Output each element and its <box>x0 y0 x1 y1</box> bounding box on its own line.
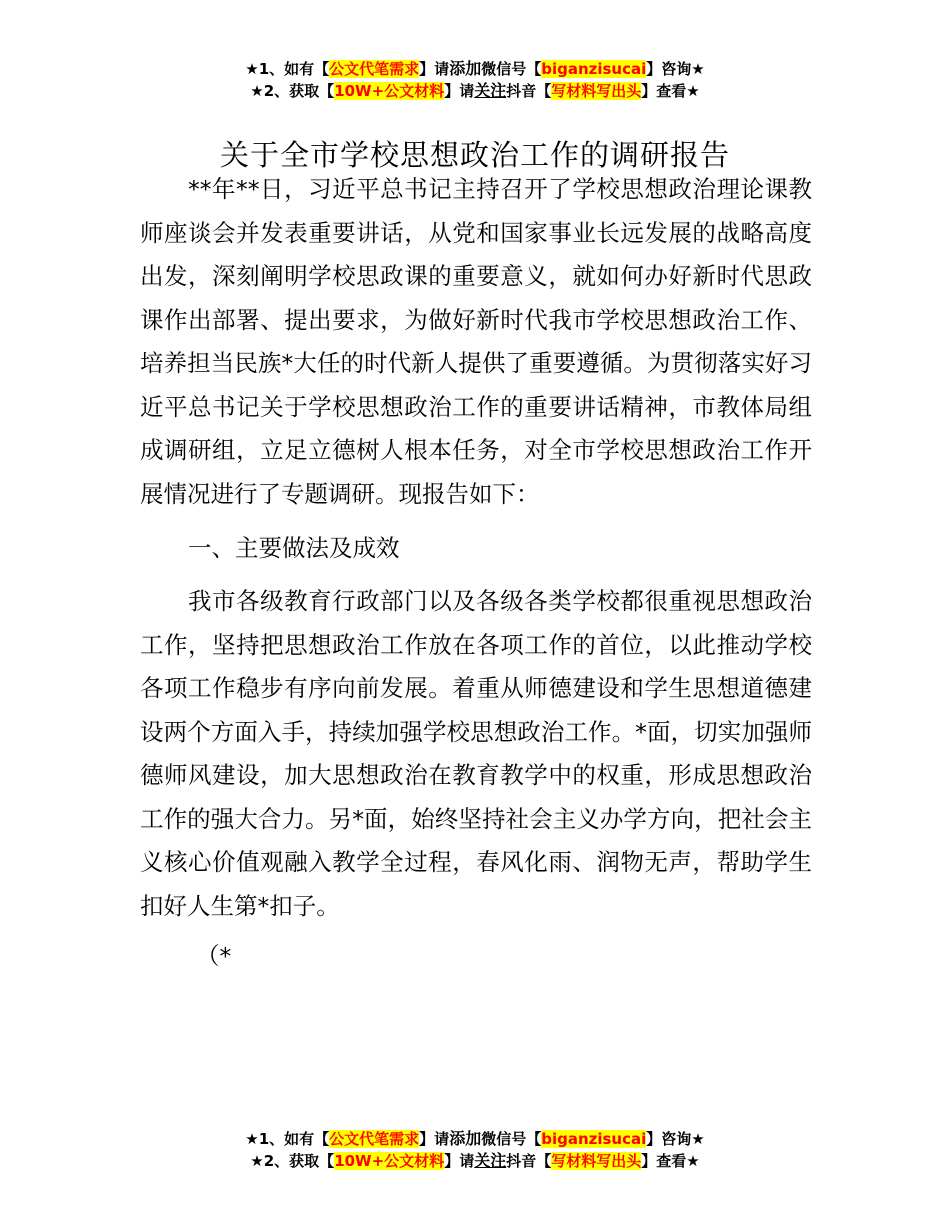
banner-line-1-mid-2: 微信号【 <box>481 1130 542 1148</box>
banner-line-1-highlight-2: biganzisucai <box>541 1130 647 1148</box>
banner-line-2-prefix: ★2、获取【 <box>250 1152 335 1170</box>
banner-line-2-suffix: 】查看★ <box>641 1152 700 1170</box>
banner-line-2-highlight-1: 10W+公文材料 <box>334 1152 445 1170</box>
banner-line-2-emphasis: 关注 <box>474 1151 507 1170</box>
banner-line-1-emphasis: 添加 <box>449 1129 482 1148</box>
banner-line-2-mid-2: 抖音【 <box>506 82 552 100</box>
banner-line-2-mid-1: 】请 <box>444 82 475 100</box>
banner-line-2-highlight-2: 写材料写出头 <box>551 82 642 100</box>
banner-line-2 <box>0 1150 950 1172</box>
bottom-banner <box>0 1128 950 1172</box>
paragraph-intro: **年**日，习近平总书记主持召开了学校思想政治理论课教师座谈会并发表重要讲话，从党和国家事业长远发展的战略高度出发，深刻阐明学校思政课的重要意义，就如何办好新时代思政课作出部署、提出要求，为做好新时代我市学校思想政治工作、培养担当民族*大任的时代新人提供了重要遵循。为贯彻落实好习近平总书记关于学校思想政治工作的重要讲话精神，市教体局组成调研组，立足立德树人根本任务，对全市学校思想政治工作开展情况进行了专题调研。现报告如下： <box>140 175 812 508</box>
paragraph-section-1: 我市各级教育行政部门以及各级各类学校都很重视思想政治工作，坚持把思想政治工作放在各项工作的首位，以此推动学校各项工作稳步有序向前发展。着重从师德建设和学生思想道德建设两个方面入手，持续加强学校思想政治工作。*面，切实加强师德师风建设，加大思想政治在教育教学中的权重，形成思想政治工作的强大合力。另*面，始终坚持社会主义办学方向，把社会主义核心价值观融入教学全过程，春风化雨、润物无声，帮助学生扣好人生第*扣子。 <box>140 587 812 920</box>
banner-line-1-prefix: ★1、如有【 <box>245 60 330 78</box>
section-heading-1: 一、主要做法及成效 <box>188 534 400 562</box>
banner-line-1 <box>0 1128 950 1150</box>
banner-line-2 <box>0 80 950 102</box>
banner-line-1-highlight-2: biganzisucai <box>541 60 647 78</box>
banner-line-2-emphasis: 关注 <box>474 81 507 100</box>
banner-line-2-mid-2: 抖音【 <box>506 1152 552 1170</box>
top-banner <box>0 58 950 102</box>
document-title: 关于全市学校思想政治工作的调研报告 <box>219 138 730 173</box>
truncated-fragment: （* <box>196 942 232 970</box>
banner-line-2-highlight-2: 写材料写出头 <box>551 1152 642 1170</box>
banner-line-1-emphasis: 添加 <box>449 59 482 78</box>
banner-line-2-mid-1: 】请 <box>444 1152 475 1170</box>
banner-line-1-highlight-1: 公文代笔需求 <box>329 1130 420 1148</box>
banner-line-1 <box>0 58 950 80</box>
banner-line-1-highlight-1: 公文代笔需求 <box>329 60 420 78</box>
banner-line-2-highlight-1: 10W+公文材料 <box>334 82 445 100</box>
banner-line-1-prefix: ★1、如有【 <box>245 1130 330 1148</box>
banner-line-1-suffix: 】咨询★ <box>646 1130 705 1148</box>
banner-line-1-mid-2: 微信号【 <box>481 60 542 78</box>
banner-line-1-suffix: 】咨询★ <box>646 60 705 78</box>
banner-line-2-prefix: ★2、获取【 <box>250 82 335 100</box>
banner-line-2-suffix: 】查看★ <box>641 82 700 100</box>
banner-line-1-mid-1: 】请 <box>419 60 450 78</box>
banner-line-1-mid-1: 】请 <box>419 1130 450 1148</box>
